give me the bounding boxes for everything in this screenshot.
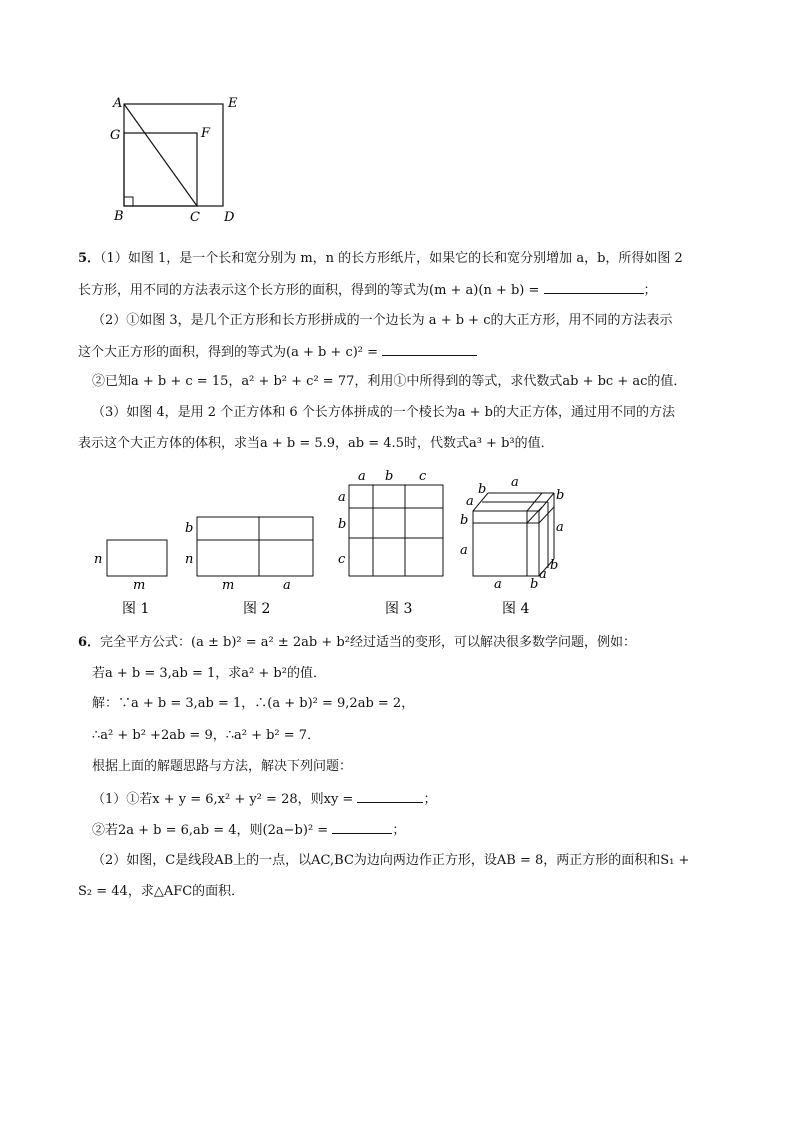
fig4-label-11: b (550, 558, 559, 573)
q6-line-7 (92, 819, 405, 841)
q6-line-4 (92, 726, 320, 746)
label-a: A (113, 96, 123, 111)
q6-line-1 (78, 633, 636, 653)
fig1-caption: 图 1 (122, 601, 150, 617)
q5-part2-sub: ②已知a + b + c = 15，a² + b² + c² = 77，利用①中所得到的等式，求代数式ab + bc + ac的值． (92, 374, 687, 389)
label-b: B (114, 209, 124, 224)
right-angle-mark (124, 197, 133, 206)
q5-semicolon-1: ； (643, 283, 657, 298)
q6-solution-2: ∴a² + b² +2ab = 9，∴a² + b² = 7． (92, 728, 321, 743)
fig2-label-m: m (222, 578, 235, 593)
fig3-top-c: c (419, 469, 427, 484)
q6-semicolon-2: ； (392, 823, 406, 838)
fig4-label-2: a (511, 475, 519, 490)
fig4-label-5: b (460, 513, 469, 528)
q6-line-2 (92, 664, 326, 684)
diagonal-ac (124, 104, 197, 206)
q6-part2: ②若2a + b = 6,ab = 4，则(2a−b)² = (92, 823, 329, 838)
label-e: E (228, 96, 238, 111)
fig3-top-a: a (358, 469, 366, 484)
q6-part3-question: S₂ = 44，求△AFC的面积． (78, 884, 245, 899)
q6-line-3 (92, 694, 414, 714)
q6-part1: （1）①若x + y = 6,x² + y² = 28，则xy = (92, 792, 354, 807)
q6-number: 6． (78, 635, 101, 650)
label-c: C (190, 210, 200, 225)
fig4-label-4: b (556, 488, 565, 503)
q5-part3-text: （3）如图 4，是用 2 个正方体和 6 个长方体拼成的一个棱长为a + b的大正方体，通过用不同的方法 (92, 405, 675, 420)
q5-line-5 (92, 372, 686, 392)
fig4-label-10: a (539, 567, 547, 582)
fig4-label-9: b (530, 577, 539, 592)
fig2-rectangle (197, 517, 313, 576)
fig3-left-a: a (338, 490, 346, 505)
fig3-left-c: c (338, 552, 346, 567)
q6-line-5 (92, 757, 352, 777)
q5-answer-blank-2[interactable] (382, 341, 477, 356)
q6-line-9 (78, 882, 244, 902)
fig3-left-b: b (338, 517, 347, 532)
q6-intro: 完全平方公式：(a ± b)² = a² ± 2ab + b²经过适当的变形，可以解决很多数学问题，例如： (100, 635, 636, 650)
q5-line-7 (78, 434, 554, 454)
q5-part2-equation: 这个大正方形的面积，得到的等式为(a + b + c)² = (78, 345, 379, 360)
q5-answer-blank-1[interactable] (544, 279, 644, 294)
q5-number: 5． (78, 251, 101, 266)
q5-part3-question: 表示这个大正方体的体积，求当a + b = 5.9，ab = 4.5时，代数式a³ + b³的值． (78, 436, 554, 451)
fig2-label-n: n (185, 552, 194, 567)
fig2-label-b: b (185, 521, 194, 536)
fig4-label-8: a (494, 577, 502, 592)
inner-square (124, 133, 197, 206)
outer-square (124, 104, 223, 206)
q5-part1-text: （1）如图 1，是一个长和宽分别为 m，n 的长方形纸片，如果它的长和宽分别增加 a，b，所得如图 2 (100, 251, 683, 266)
fig1-label-m: m (133, 578, 146, 593)
q5-line-1 (78, 249, 683, 269)
q6-line-6 (92, 788, 436, 810)
q6-answer-blank-1[interactable] (357, 788, 423, 803)
label-f: F (201, 126, 211, 141)
q6-solution-1: 解：∵a + b = 3,ab = 1，∴(a + b)² = 9,2ab = 2， (92, 696, 415, 711)
q5-line-3 (92, 311, 672, 331)
fig4-cube (473, 493, 554, 576)
q5-part2-text: （2）①如图 3，是几个正方形和长方形拼成的一个边长为 a + b + c的大正方形，用不同的方法表示 (92, 313, 673, 328)
label-d: D (224, 210, 235, 225)
q6-part3: （2）如图，C是线段AB上的一点，以AC,BC为边向两边作正方形，设AB = 8，两正方形的面积和S₁ + (92, 853, 690, 868)
fig1-label-n: n (94, 552, 103, 567)
fig4-label-7: a (460, 543, 468, 558)
fig2-caption: 图 2 (243, 601, 271, 617)
q6-example: 若a + b = 3,ab = 1，求a² + b²的值． (92, 666, 326, 681)
q6-answer-blank-2[interactable] (332, 819, 392, 834)
fig3-top-b: b (385, 469, 394, 484)
fig2-label-a: a (283, 578, 291, 593)
fig4-label-3: a (466, 494, 474, 509)
q6-instruction: 根据上面的解题思路与方法，解决下列问题： (92, 759, 353, 774)
fig4-label-1: b (478, 482, 487, 497)
top-geometry-figure (100, 90, 260, 230)
q5-line-4 (78, 341, 477, 363)
fig1-rectangle (107, 540, 167, 576)
q5-line-2 (78, 279, 657, 301)
label-g: G (110, 128, 121, 143)
figures-row (85, 465, 585, 625)
q6-line-8 (92, 851, 689, 871)
fig3-square (349, 485, 443, 576)
fig3-caption: 图 3 (385, 601, 413, 617)
q6-semicolon-1: ； (423, 792, 437, 807)
q5-line-6 (92, 403, 675, 423)
q5-part1-equation: 长方形，用不同的方法表示这个长方形的面积，得到的等式为(m + a)(n + b) = (78, 283, 540, 298)
fig4-label-6: a (556, 520, 564, 535)
fig4-caption: 图 4 (502, 601, 530, 617)
